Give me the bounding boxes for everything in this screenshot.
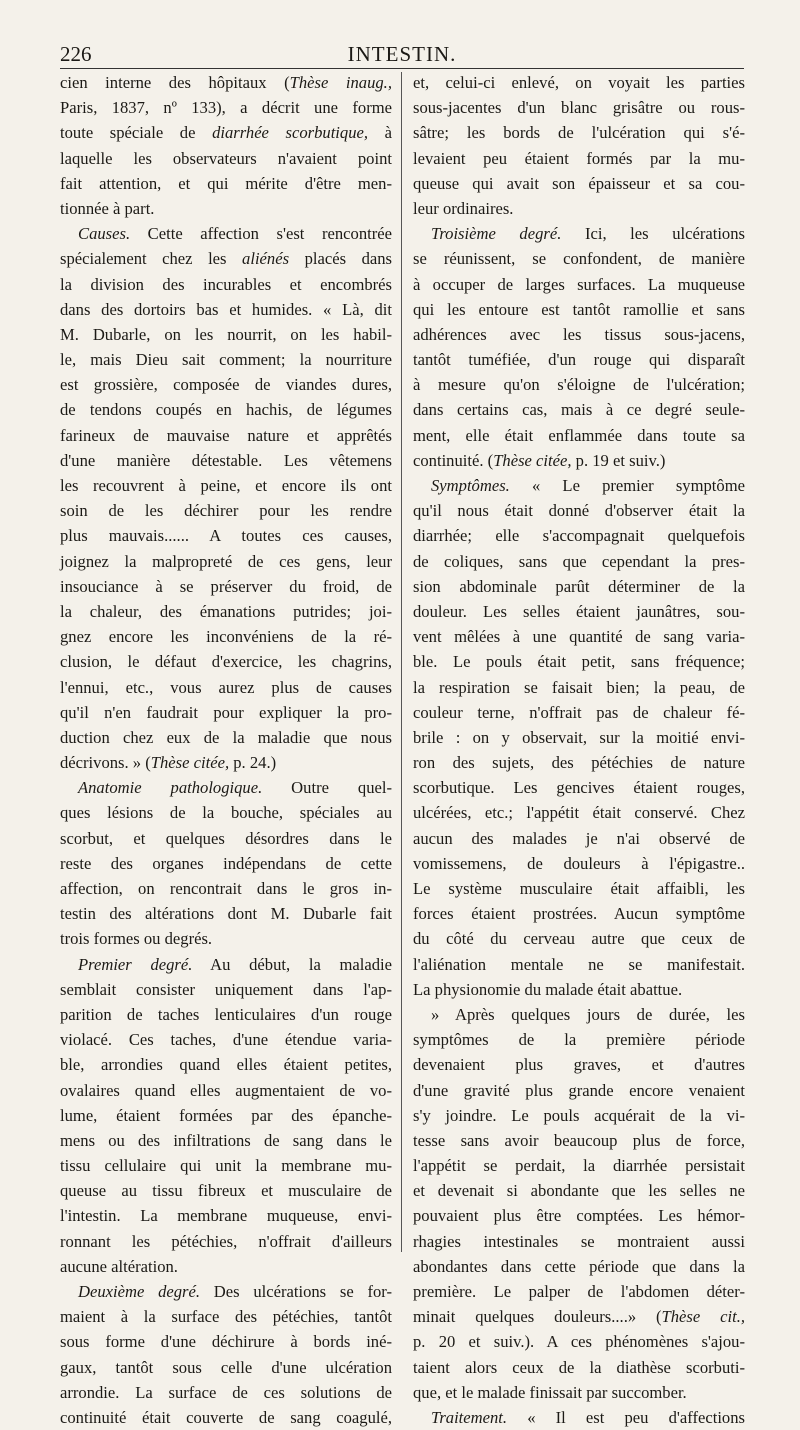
text-line [413, 800, 745, 825]
text-line [60, 826, 392, 851]
line-text: Le système musculaire était affaibli, les [413, 879, 745, 898]
text-line [413, 272, 745, 297]
text-line [413, 1178, 745, 1203]
line-text: La physionomie du malade était abattue. [413, 979, 683, 999]
text-line [60, 549, 392, 574]
text-line [413, 649, 745, 674]
text-line [413, 1355, 745, 1380]
line-text: et devenait si abondante que les selles ne [413, 1181, 745, 1201]
text-line [60, 675, 392, 700]
line-text: parition de taches lenticulaires d'un rouge [60, 1004, 392, 1024]
text-line [60, 221, 392, 246]
text-line [60, 171, 392, 196]
text-line [60, 977, 392, 1002]
line-text: insouciance à se préserver du froid, de [60, 576, 392, 596]
line-text: rhagies intestinales se montraient aussi [413, 1231, 745, 1251]
line-text: Paris, 1837, nº 133), a décrit une forme [60, 98, 392, 118]
text-line [60, 800, 392, 825]
text-line [60, 1203, 392, 1228]
text-line [413, 549, 745, 574]
text-line [60, 1279, 392, 1304]
line-text: la chaleur, des émanations putrides; joi- [60, 601, 392, 621]
section-heading: Premier degré. [78, 954, 193, 974]
text-line [60, 649, 392, 674]
text-line [413, 1002, 745, 1027]
text-line [60, 120, 392, 145]
line-text: qu'il nous était donné d'observer était la [413, 501, 745, 521]
line-text: gnez encore les inconvéniens de la ré- [60, 627, 392, 647]
line-text: affection, on rencontrait dans le gros in- [60, 879, 392, 898]
text-line [413, 146, 745, 171]
text-line [413, 977, 745, 1002]
text-line [413, 1027, 745, 1052]
text-line [413, 423, 745, 448]
line-text: douleur. Les selles étaient jaunâtres, sou- [413, 601, 745, 621]
text-line [413, 1380, 745, 1405]
line-text: ron des sujets, des pétéchies de nature [413, 753, 745, 773]
text-line [413, 246, 745, 271]
text-line [60, 1002, 392, 1027]
line-text: pouvaient plus être comptées. Les hémor- [413, 1206, 745, 1226]
line-text: de coliques, sans que cependant la pres- [413, 551, 745, 571]
line-text: diarrhée; elle s'accompagnait quelquefois [413, 526, 745, 546]
line-text: ble. Le pouls était petit, sans fréquence; [413, 652, 745, 672]
line-text: maient à la surface des pétéchies, tantôt [60, 1307, 392, 1327]
text-line [413, 322, 745, 347]
line-text: testin des altérations dont M. Dubarle fait [60, 904, 392, 924]
line-text: toute spéciale de [60, 123, 213, 143]
text-line [413, 347, 745, 372]
text-line [60, 775, 392, 800]
line-text: duction chez eux de la maladie que nous [60, 727, 392, 747]
text-line [60, 624, 392, 649]
text-line [60, 473, 392, 498]
text-line [413, 1405, 745, 1430]
text-line [60, 1153, 392, 1178]
line-text: M. Dubarle, on les nourrit, on les habil- [60, 324, 392, 344]
right-column [413, 70, 745, 1427]
text-line [60, 876, 392, 901]
line-text: vomissemens, de douleurs à l'épigastre.. [413, 853, 745, 873]
text-line [60, 1229, 392, 1254]
text-line [60, 1078, 392, 1103]
text-line [413, 1279, 745, 1304]
line-text: est grossière, composée de viandes dures, [60, 375, 392, 395]
line-text: sion abdominale parût déterminer de la [413, 576, 745, 596]
line-text: dans certains cas, mais à ce degré seule- [413, 400, 745, 420]
page-header [60, 38, 744, 68]
line-text: que, et le malade finissait par succomber. [413, 1382, 687, 1402]
line-text: dans des dortoirs bas et humides. « Là, dit [60, 299, 392, 319]
line-text: ulcérées, etc.; l'appétit était conservé. Chez [413, 803, 745, 823]
line-text: adhérences avec les tissus sous-jacens, [413, 324, 745, 344]
line-text: le, mais Dieu sait comment; la nourriture [60, 350, 392, 370]
line-text: leur ordinaires. [413, 198, 514, 218]
text-line [413, 1103, 745, 1128]
italic-text: aliénés [242, 249, 290, 269]
italic-text: diarrhée scorbutique, [212, 123, 369, 143]
line-text: tissu cellulaire qui unit la membrane mu- [60, 1156, 392, 1176]
line-text: violacé. Ces taches, d'une étendue varia- [60, 1030, 392, 1050]
line-text: continuité était couverte de sang coagulé, [60, 1407, 392, 1427]
text-line [60, 372, 392, 397]
text-line [60, 926, 392, 951]
line-text: à mesure qu'on s'éloigne de l'ulcération; [413, 375, 745, 395]
line-text: scorbutique. Les gencives étaient rouges, [413, 778, 745, 798]
line-text: qui les entoure est tantôt ramollie et sans [413, 299, 745, 319]
line-text: gaux, tantôt sous celle d'une ulcération [60, 1357, 392, 1377]
page-number: 226 [60, 42, 92, 66]
text-line [413, 196, 745, 221]
line-text: arrondie. La surface de ces solutions de [60, 1382, 392, 1402]
text-line [413, 498, 745, 523]
text-line [60, 1329, 392, 1354]
line-text: décrivons. » ( [60, 753, 151, 773]
text-line [413, 70, 745, 95]
line-text: la respiration se faisait bien; la peau, de [413, 677, 745, 697]
line-text: qu'il n'en faudrait pour expliquer la pro- [60, 702, 392, 722]
text-line [60, 448, 392, 473]
line-text: scorbut, et quelques désordres dans le [60, 828, 392, 848]
line-text: ment, elle était enflammée dans toute sa [413, 425, 745, 445]
line-text: levaient peu étaient formés par la mu- [413, 148, 745, 168]
text-line [413, 1153, 745, 1178]
text-line [60, 423, 392, 448]
line-text: reste des organes indépendans de cette [60, 853, 392, 873]
line-text: forces étaient prostrées. Aucun symptôme [413, 904, 745, 924]
line-text: trois formes ou degrés. [60, 929, 213, 949]
line-text: Outre quel- [262, 778, 392, 798]
text-line [413, 624, 745, 649]
line-text: joignez la malpropreté de ces gens, leur [60, 551, 392, 571]
line-text: sous-jacentes d'un blanc grisâtre ou rous- [413, 98, 745, 118]
line-text: lume, étaient formées par des épanche- [60, 1105, 392, 1125]
text-line [413, 851, 745, 876]
line-text: à occuper de larges surfaces. La muqueuse [413, 274, 745, 294]
section-heading: Anatomie pathologique. [78, 778, 263, 798]
text-line [413, 1254, 745, 1279]
text-line [413, 675, 745, 700]
text-line [413, 1078, 745, 1103]
line-text: d'une manière détestable. Les vêtemens [60, 450, 392, 470]
line-text: » Après quelques jours de durée, les [431, 1004, 745, 1024]
text-line [60, 952, 392, 977]
line-text: queuse au tissu fibreux et musculaire de [60, 1181, 392, 1201]
line-text: minait quelques douleurs....» ( [413, 1307, 662, 1327]
line-text: continuité. ( [413, 450, 494, 470]
text-line [60, 725, 392, 750]
line-text: Ici, les ulcérations [561, 224, 745, 244]
line-text: « Il est peu d'affections [507, 1407, 745, 1427]
text-line [60, 322, 392, 347]
text-line [60, 599, 392, 624]
text-line [60, 1128, 392, 1153]
line-text: taient alors ceux de la diathèse scorbuti- [413, 1357, 745, 1377]
line-text: première. Le palper de l'abdomen déter- [413, 1282, 745, 1301]
line-text: aucune altération. [60, 1256, 178, 1276]
text-line [60, 1103, 392, 1128]
line-text: d'une gravité plus grande encore venaient [413, 1080, 745, 1100]
section-heading: Symptômes. [431, 476, 510, 495]
line-text: symptômes de la première période [413, 1030, 745, 1050]
section-heading: Deuxième degré. [78, 1282, 201, 1301]
text-line [413, 297, 745, 322]
line-text: à [368, 123, 392, 143]
text-line [60, 1027, 392, 1052]
line-text: farineux de mauvaise nature et apprêtés [60, 425, 392, 445]
text-line [60, 146, 392, 171]
text-line [413, 1128, 745, 1153]
line-text: l'appétit se perdait, la diarrhée persistait [413, 1156, 745, 1176]
italic-text: Thèse citée, [150, 753, 230, 773]
line-text: aucun des malades je n'ai observé de [413, 828, 745, 848]
text-line [413, 926, 745, 951]
line-text: semblait consister uniquement dans l'ap- [60, 979, 392, 999]
text-line [413, 523, 745, 548]
line-text: tesse sans avoir beaucoup plus de force, [413, 1130, 745, 1150]
text-line [60, 523, 392, 548]
text-line [413, 120, 745, 145]
text-line [60, 196, 392, 221]
text-line [413, 725, 745, 750]
text-line [60, 750, 392, 775]
italic-text: Thèse inaug., [289, 73, 392, 92]
text-line [60, 498, 392, 523]
line-text: p. 19 et suiv.) [571, 450, 666, 470]
line-text: brile : on y observait, sur la moitié envi- [413, 727, 745, 747]
line-text: soin de les déchirer pour les rendre [60, 501, 392, 521]
text-line [60, 901, 392, 926]
line-text: de tendons coupés en hachis, de légumes [60, 400, 392, 420]
text-line [60, 1355, 392, 1380]
text-line [60, 1405, 392, 1430]
text-line [413, 952, 745, 977]
line-text: vent mêlées à une quantité de sang varia- [413, 627, 745, 647]
text-line [413, 901, 745, 926]
text-line [60, 347, 392, 372]
italic-text: Thèse cit., [661, 1307, 745, 1327]
line-text: sous forme d'une déchirure à bords iné- [60, 1332, 392, 1352]
line-text: la division des incurables et encombrés [60, 274, 392, 294]
text-line [60, 700, 392, 725]
line-text: Au début, la maladie [192, 954, 393, 974]
line-text: queuse qui avait son épaisseur et sa cou- [413, 173, 745, 193]
line-text: et, celui-ci enlevé, on voyait les parties [413, 73, 745, 92]
line-text: se réunissent, se confondent, de manière [413, 249, 745, 269]
line-text: Des ulcérations se for- [200, 1282, 392, 1301]
text-line [413, 775, 745, 800]
text-line [413, 1304, 745, 1329]
line-text: cien interne des hôpitaux ( [60, 73, 290, 92]
line-text: tionnée à part. [60, 198, 155, 218]
text-line [413, 599, 745, 624]
line-text: ques lésions de la bouche, spéciales au [60, 803, 392, 823]
text-line [60, 1178, 392, 1203]
line-text: clusion, le défaut d'exercice, les chagrins, [60, 652, 392, 672]
text-line [413, 574, 745, 599]
line-text: fait attention, et qui mérite d'être men- [60, 173, 392, 193]
text-line [413, 397, 745, 422]
text-line [413, 876, 745, 901]
line-text: p. 24.) [229, 753, 277, 773]
line-text: abondantes dans cette période que dans la [413, 1256, 745, 1276]
line-text: Cette affection s'est rencontrée [130, 224, 392, 244]
running-title: INTESTIN. [347, 42, 457, 66]
line-text: placés dans [289, 249, 392, 269]
line-text: l'aliénation mentale ne se manifestait. [413, 954, 745, 974]
left-column [60, 70, 393, 1427]
section-heading: Troisième degré. [431, 224, 562, 244]
text-line [60, 272, 392, 297]
text-line [60, 1052, 392, 1077]
text-line [413, 221, 745, 246]
column-divider [401, 72, 402, 1252]
text-line [413, 95, 745, 120]
line-text: ronnant les pétéchies, n'offrait d'ailleurs [60, 1231, 392, 1251]
line-text: couleur terne, n'offrait pas de chaleur fé- [413, 702, 745, 722]
text-line [60, 574, 392, 599]
line-text: sâtre; les bords de l'ulcération qui s'é- [413, 123, 745, 143]
text-line [413, 1229, 745, 1254]
text-line [413, 826, 745, 851]
text-line [60, 1380, 392, 1405]
line-text: « Le premier symptôme [509, 476, 745, 495]
line-text: ovalaires quand elles augmentaient de vo- [60, 1080, 392, 1100]
line-text: mens ou des infiltrations de sang dans le [60, 1130, 392, 1150]
text-line [60, 246, 392, 271]
line-text: ble, arrondies quand elles étaient petites, [60, 1055, 392, 1075]
text-line [60, 297, 392, 322]
line-text: l'ennui, etc., vous aurez plus de causes [60, 677, 392, 697]
line-text: du côté du cerveau autre que ceux de [413, 929, 745, 949]
text-line [413, 372, 745, 397]
text-line [60, 397, 392, 422]
line-text: p. 20 et suiv.). A ces phénomènes s'ajou- [413, 1332, 745, 1352]
text-line [413, 700, 745, 725]
line-text: les recouvrent à peine, et encore ils ont [60, 476, 392, 495]
text-line [413, 448, 745, 473]
line-text: s'y joindre. Le pouls acquérait de la vi- [413, 1105, 745, 1125]
text-line [413, 473, 745, 498]
text-line [60, 851, 392, 876]
text-line [413, 1052, 745, 1077]
text-line [413, 171, 745, 196]
line-text: l'intestin. La membrane muqueuse, envi- [60, 1206, 392, 1226]
line-text: laquelle les observateurs n'avaient point [60, 148, 392, 168]
section-heading: Traitement. [431, 1407, 508, 1427]
italic-text: Thèse citée, [493, 450, 572, 470]
line-text: tantôt tuméfiée, d'un rouge qui disparaît [413, 350, 745, 370]
text-line [413, 1329, 745, 1354]
text-line [60, 95, 392, 120]
line-text: plus mauvais...... A toutes ces causes, [60, 526, 392, 546]
line-text: spécialement chez les [60, 249, 243, 269]
text-line [60, 1304, 392, 1329]
line-text: devenaient plus graves, et d'autres [413, 1055, 745, 1075]
text-line [60, 1254, 392, 1279]
text-line [60, 70, 392, 95]
text-line [413, 1203, 745, 1228]
header-rule [60, 68, 744, 69]
section-heading: Causes. [78, 224, 131, 244]
text-line [413, 750, 745, 775]
